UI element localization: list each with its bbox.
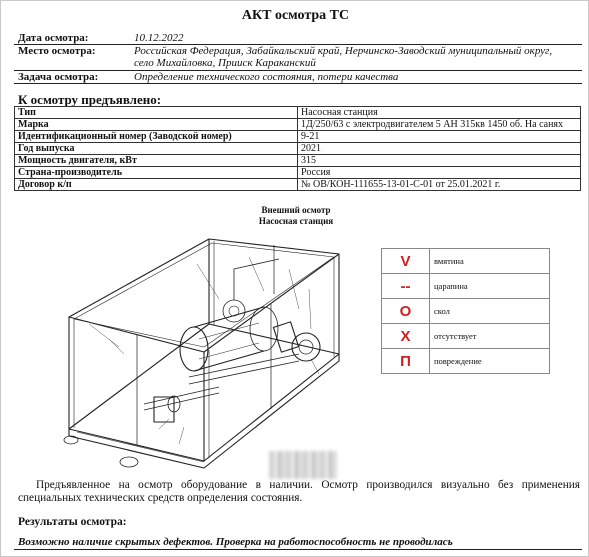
legend-row xyxy=(382,324,550,349)
spec-row xyxy=(15,143,581,155)
legend-symbol: П xyxy=(382,349,430,374)
spec-value: Россия xyxy=(298,167,581,179)
legend-row xyxy=(382,249,550,274)
inspection-task-value: Определение технического состояния, потери качества xyxy=(134,71,399,83)
inspection-date-value: 10.12.2022 xyxy=(134,32,184,44)
spec-value: Насосная станция xyxy=(298,107,581,119)
legend-label: скол xyxy=(430,299,550,324)
spec-key: Договор к/п xyxy=(15,179,298,191)
inspection-description: Предъявленное на осмотр оборудование в наличии. Осмотр производился визуально без применения специальных технических средств определения состояния. xyxy=(18,479,580,504)
spec-row xyxy=(15,167,581,179)
visual-title-line1: Внешний осмотр xyxy=(261,205,331,215)
visual-inspection-title xyxy=(226,205,366,227)
divider xyxy=(14,83,582,84)
legend-symbol: V xyxy=(382,249,430,274)
spec-key: Год выпуска xyxy=(15,143,298,155)
spec-row xyxy=(15,107,581,119)
legend-label: царапина xyxy=(430,274,550,299)
results-heading: Результаты осмотра: xyxy=(18,516,127,528)
pumping-station-drawing xyxy=(49,229,349,479)
spec-key: Страна-производитель xyxy=(15,167,298,179)
inspection-date-label: Дата осмотра: xyxy=(18,32,89,44)
spec-key: Марка xyxy=(15,119,298,131)
spec-row xyxy=(15,179,581,191)
spec-key: Идентификационный номер (Заводской номер) xyxy=(15,131,298,143)
presented-heading: К осмотру предъявлено: xyxy=(18,92,162,107)
legend-symbol: -- xyxy=(382,274,430,299)
inspection-place-line2: село Михайловка, Прииск Караканский xyxy=(134,57,316,69)
pipe xyxy=(234,259,279,300)
spec-row xyxy=(15,119,581,131)
spec-value: 9-21 xyxy=(298,131,581,143)
results-text: Возможно наличие скрытых дефектов. Проверка на работоспособность не проводилась xyxy=(18,536,453,548)
page-title: АКТ осмотра ТС xyxy=(241,8,350,23)
spec-key: Мощность двигателя, кВт xyxy=(15,155,298,167)
spec-value: 315 xyxy=(298,155,581,167)
legend-row xyxy=(382,299,550,324)
defect-legend xyxy=(381,248,550,374)
spec-key: Тип xyxy=(15,107,298,119)
legend-label: вмятина xyxy=(430,249,550,274)
visual-title-line2: Насосная станция xyxy=(258,216,334,226)
legend-row xyxy=(382,349,550,374)
inspection-place-label: Место осмотра: xyxy=(18,45,96,57)
legend-symbol: X xyxy=(382,324,430,349)
legend-row xyxy=(382,274,550,299)
spec-row xyxy=(15,131,581,143)
spec-row xyxy=(15,155,581,167)
redacted-stamp xyxy=(269,451,337,479)
spec-table xyxy=(14,106,581,191)
legend-label: повреждение xyxy=(430,349,550,374)
inspection-task-label: Задача осмотра: xyxy=(18,71,99,83)
legend-symbol: O xyxy=(382,299,430,324)
pipe xyxy=(144,387,219,410)
spec-value: 1Д/250/63 с электродвигателем 5 АН 315кв 1450 об. На санях xyxy=(298,119,581,131)
inspection-place-line1: Российская Федерация, Забайкальский край, Нерчинско-Заводский муниципальный округ, xyxy=(134,45,553,57)
legend-label: отсутствует xyxy=(430,324,550,349)
spec-value: № ОВ/КОН-111655-13-01-С-01 от 25.01.2021 г. xyxy=(298,179,581,191)
flange xyxy=(223,300,245,322)
spec-value: 2021 xyxy=(298,143,581,155)
divider xyxy=(14,549,582,550)
